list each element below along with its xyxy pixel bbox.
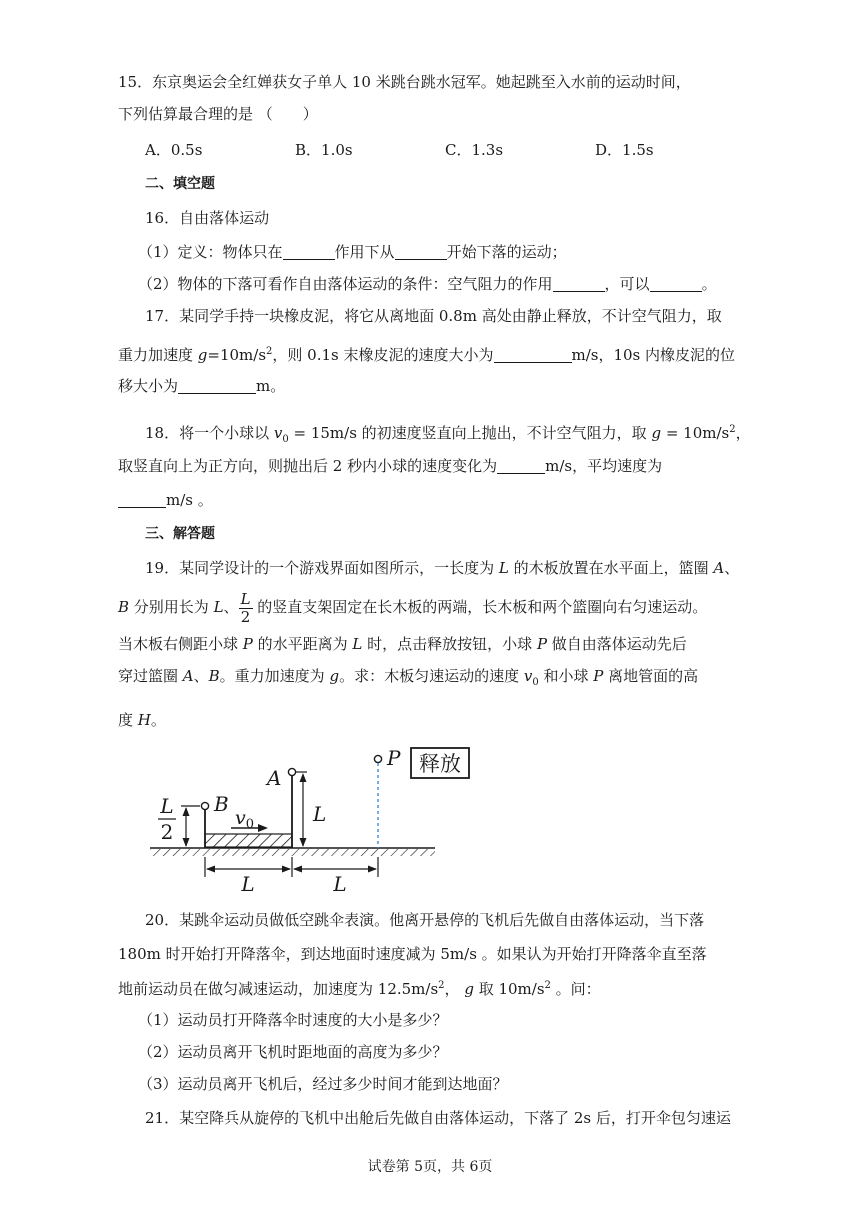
q15-line-2: 下列估算最合理的是 （ ） <box>118 105 318 123</box>
label-support-length: L <box>313 802 327 826</box>
answer-blank <box>650 276 702 292</box>
wooden-board <box>205 834 292 847</box>
answer-blank <box>283 244 335 260</box>
label-b: B <box>214 792 229 816</box>
q17-line-1: 17．某同学手持一块橡皮泥，将它从离地面 0.8m 高处由静止释放，不计空气阻力，取 <box>145 307 722 325</box>
label-gap-length: L <box>333 872 347 896</box>
label-half-length-den: 2 <box>160 820 174 844</box>
label-board-length: L <box>241 872 255 896</box>
answer-blank <box>395 244 447 260</box>
ball-p <box>374 755 381 762</box>
section-title-solve: 三、解答题 <box>145 526 215 542</box>
q16-part-2: （2）物体的下落可看作自由落体运动的条件：空气阻力的作用 ，可以 。 <box>138 275 717 293</box>
q20-line-2: 180m 时开始打开降落伞，到达地面时速度减为 5m/s 。如果认为开始打开降落伞直至落 <box>118 945 707 963</box>
page-footer: 试卷第 5页，共 6页 <box>367 1159 493 1175</box>
q15-option-c: C．1.3s <box>445 141 504 159</box>
q18-line-1: 18．将一个小球以 $v_0 = 15m/s$ 的初速度竖直向上抛出，不计空气阻力，取 $g = 10m/s^2$， <box>145 424 751 445</box>
answer-blank <box>178 378 256 394</box>
q20-sub-1: （1）运动员打开降落伞时速度的大小是多少？ <box>138 1011 448 1029</box>
answer-blank <box>497 458 545 474</box>
label-v0: $v_0$ <box>235 807 255 832</box>
q15-option-d: D．1.5s <box>595 141 654 159</box>
section-title-fill-in: 二、填空题 <box>145 176 215 192</box>
label-p: P <box>387 746 401 770</box>
label-half-length-num: L <box>160 794 174 818</box>
label-a: A <box>267 766 282 790</box>
q18-line-2: 取竖直向上为正方向，则抛出后 2 秒内小球的速度变化为 m/s，平均速度为 <box>118 457 663 475</box>
q21-line-1: 21．某空降兵从旋停的飞机中出舱后先做自由落体运动，下落了 2s 后，打开伞包匀速运 <box>145 1109 731 1127</box>
q17-line-3: 移大小为 m。 <box>118 377 286 395</box>
q18-line-3: m/s 。 <box>118 490 213 510</box>
release-button-label: 释放 <box>419 752 461 776</box>
answer-blank <box>494 347 572 363</box>
q17-line-2: 重力加速度 $g=10m/s^2$，则 0.1s 末橡皮泥的速度大小为 m/s，10s 内橡皮泥的位 <box>118 346 736 364</box>
answer-blank <box>553 276 605 292</box>
q19-line-3: 当木板右侧距小球 P 的水平距离为 L 时，点击释放按钮，小球 P 做自由落体运动先后 <box>118 635 687 653</box>
q19-line-5: 度 H。 <box>118 711 166 729</box>
q20-line-1: 20．某跳伞运动员做低空跳伞表演。他离开悬停的飞机后先做自由落体运动，当下落 <box>145 911 705 929</box>
q16-title: 16．自由落体运动 <box>145 209 270 227</box>
q15-option-b: B．1.0s <box>295 141 353 159</box>
q15-line-1: 15．东京奥运会全红婵获女子单人 10 米跳台跳水冠军。她起跳至入水前的运动时间， <box>118 73 691 91</box>
q19-figure <box>145 745 461 896</box>
q19-line-2: B 分别用长为 L、 $\frac{L}{2}$ 的竖直支架固定在长木板的两端，长木板和两个篮圈向右匀速运动。 <box>118 589 708 626</box>
q20-sub-2: （2）运动员离开飞机时距地面的高度为多少？ <box>138 1043 448 1061</box>
q20-line-3: 地前运动员在做匀减速运动，加速度为 $12.5m/s^2$， g 取 $10m/s^2$ 。问： <box>118 980 601 998</box>
q19-line-4: 穿过篮圈 A、B。重力加速度为 g。求：木板匀速运动的速度 $v_0$ 和小球 P 离地管面的高 <box>118 667 699 688</box>
hoop-b <box>201 802 208 809</box>
ground-hatch <box>150 849 435 856</box>
answer-blank <box>118 492 166 508</box>
q15-option-a: A．0.5s <box>145 141 203 159</box>
hoop-a <box>288 768 295 775</box>
fraction-l-over-2: $\frac{L}{2}$ <box>240 589 251 626</box>
q20-sub-3: （3）运动员离开飞机后，经过多少时间才能到达地面？ <box>138 1075 508 1093</box>
q16-part-1: （1）定义：物体只在 作用下从 开始下落的运动； <box>138 243 567 261</box>
q19-line-1: 19．某同学设计的一个游戏界面如图所示，一长度为 L 的木板放置在水平面上，篮圈 A、 <box>145 559 740 577</box>
